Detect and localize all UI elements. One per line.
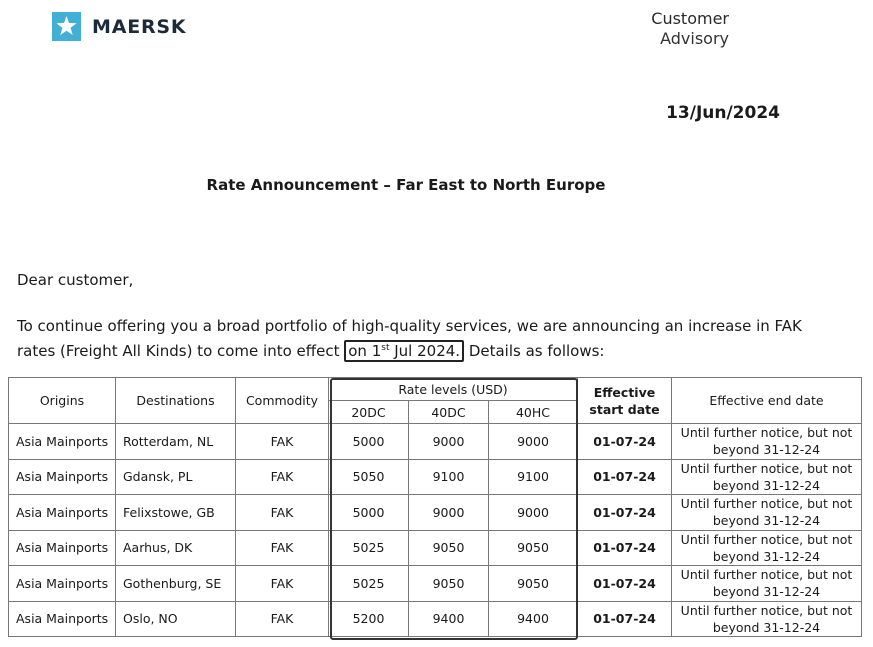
cell-destination: Rotterdam, NL [116, 424, 236, 460]
cell-end-date: Until further notice, but not beyond 31-12-24 [672, 530, 862, 566]
header-40dc: 40DC [409, 401, 489, 424]
table-row [9, 566, 862, 602]
effective-date-highlight [344, 340, 464, 362]
cell-end-date: Until further notice, but not beyond 31-12-24 [672, 495, 862, 531]
cell-destination: Felixstowe, GB [116, 495, 236, 531]
cell-commodity: FAK [236, 495, 329, 531]
cell-20dc: 5200 [329, 601, 409, 637]
cell-commodity: FAK [236, 530, 329, 566]
header-effective-end: Effective end date [672, 378, 862, 424]
cell-end-date: Until further notice, but not beyond 31-12-24 [672, 566, 862, 602]
intro-text-end: Details as follows: [468, 342, 605, 360]
header-origins: Origins [9, 378, 116, 424]
customer-advisory-label [609, 9, 729, 49]
greeting: Dear customer, [17, 271, 134, 289]
header-20dc: 20DC [329, 401, 409, 424]
cell-start-date: 01-07-24 [578, 495, 672, 531]
cell-end-date: Until further notice, but not beyond 31-12-24 [672, 424, 862, 460]
ordinal-suffix: st [381, 343, 390, 353]
advisory-line-2: Advisory [660, 29, 729, 48]
table-row [9, 459, 862, 495]
cell-commodity: FAK [236, 459, 329, 495]
cell-commodity: FAK [236, 601, 329, 637]
cell-20dc: 5000 [329, 495, 409, 531]
cell-origin: Asia Mainports [9, 566, 116, 602]
cell-40dc: 9100 [409, 459, 489, 495]
cell-origin: Asia Mainports [9, 459, 116, 495]
cell-origin: Asia Mainports [9, 424, 116, 460]
cell-start-date: 01-07-24 [578, 424, 672, 460]
cell-origin: Asia Mainports [9, 601, 116, 637]
cell-origin: Asia Mainports [9, 530, 116, 566]
cell-40dc: 9050 [409, 530, 489, 566]
cell-commodity: FAK [236, 424, 329, 460]
header-commodity: Commodity [236, 378, 329, 424]
header-40hc: 40HC [489, 401, 578, 424]
brand-name: MAERSK [92, 15, 187, 38]
cell-end-date: Until further notice, but not beyond 31-12-24 [672, 459, 862, 495]
cell-20dc: 5025 [329, 566, 409, 602]
cell-start-date: 01-07-24 [578, 566, 672, 602]
rates-table [8, 377, 862, 637]
cell-commodity: FAK [236, 566, 329, 602]
cell-40dc: 9000 [409, 424, 489, 460]
cell-destination: Gdansk, PL [116, 459, 236, 495]
maersk-logo [52, 12, 186, 41]
table-row [9, 601, 862, 637]
cell-40hc: 9050 [489, 530, 578, 566]
table-row [9, 495, 862, 531]
highlight-text-end: Jul 2024. [389, 342, 461, 360]
document-title: Rate Announcement – Far East to North Europe [206, 176, 606, 194]
cell-destination: Gothenburg, SE [116, 566, 236, 602]
advisory-line-1: Customer [651, 9, 729, 28]
table-row [9, 530, 862, 566]
cell-40hc: 9000 [489, 495, 578, 531]
header-destinations: Destinations [116, 378, 236, 424]
cell-start-date: 01-07-24 [578, 459, 672, 495]
cell-destination: Aarhus, DK [116, 530, 236, 566]
intro-text: To continue offering you a broad portfolio of high-quality services, we are announcing an increase in FAK rates (Freight All Kinds) to come into effect [17, 317, 802, 360]
cell-end-date: Until further notice, but not beyond 31-12-24 [672, 601, 862, 637]
cell-40hc: 9100 [489, 459, 578, 495]
star-icon [52, 12, 81, 41]
cell-40dc: 9050 [409, 566, 489, 602]
intro-paragraph [17, 315, 817, 362]
table-row [9, 424, 862, 460]
cell-start-date: 01-07-24 [578, 530, 672, 566]
cell-40hc: 9000 [489, 424, 578, 460]
cell-origin: Asia Mainports [9, 495, 116, 531]
document-date: 13/Jun/2024 [666, 103, 780, 123]
cell-20dc: 5050 [329, 459, 409, 495]
cell-destination: Oslo, NO [116, 601, 236, 637]
cell-20dc: 5025 [329, 530, 409, 566]
cell-40dc: 9400 [409, 601, 489, 637]
cell-20dc: 5000 [329, 424, 409, 460]
cell-start-date: 01-07-24 [578, 601, 672, 637]
header-effective-start: Effective start date [578, 378, 672, 424]
cell-40hc: 9050 [489, 566, 578, 602]
header-rate-levels: Rate levels (USD) [329, 378, 578, 401]
cell-40dc: 9000 [409, 495, 489, 531]
cell-40hc: 9400 [489, 601, 578, 637]
highlight-text: on 1 [348, 342, 382, 360]
